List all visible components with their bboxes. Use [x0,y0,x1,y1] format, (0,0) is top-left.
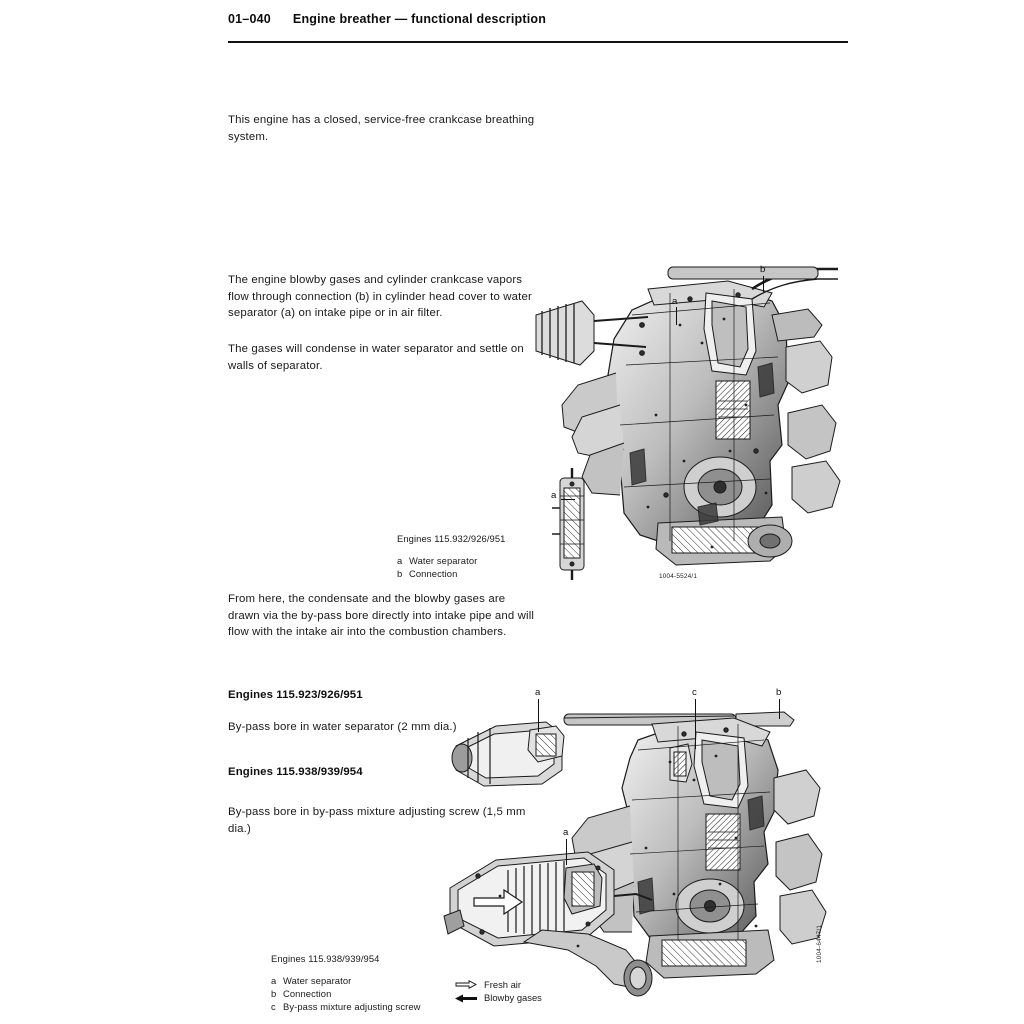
legend-key-c-bottom: c [271,1001,276,1013]
callout-c-bypass-screw: c [692,687,697,698]
figure-top-drawing-code: 1004-5524/1 [659,573,698,580]
outline-arrow-icon [455,980,477,989]
figure-bottom-caption: Engines 115.938/939/954 [271,953,380,964]
legend-text-a-top: Water separator [409,555,478,566]
paragraph-bypass-923: By-pass bore in water separator (2 mm dia.) [228,721,457,733]
figure-bottom-legend [271,974,421,1014]
legend-key-a-top: a [397,555,403,566]
callout-a-bottom-filter: a [563,827,569,838]
leader-line-a-bottom-filter [566,839,567,865]
heading-engines-923: Engines 115.923/926/951 [228,689,363,701]
engine-cutaway-bottom-illustration [438,700,838,1000]
figure-engine-cutaway-bottom [438,700,838,1000]
legend-row-a-top [397,554,477,567]
callout-a-bottom-intake: a [535,687,541,698]
flow-legend-row-fresh-air [455,978,542,991]
paragraph-gas-flow: The engine blowby gases and cylinder crankcase vapors flow through connection (b) in cylinder head cover to water separator (a) on intake pipe or in air filter. [228,274,532,320]
leader-line-b-bottom-connection [779,699,780,719]
paragraph-from-here: From here, the condensate and the blowby gases are drawn via the by-pass bore directly into intake pipe and will flow with the intake air into the combustion chambers. [228,593,535,639]
leader-line-a-top [676,307,677,325]
solid-arrow-icon [455,994,477,1003]
legend-row-b-top [397,567,477,580]
callout-a-top-engine: a [672,296,678,307]
legend-text-a-bottom: Water separator [283,975,352,986]
leader-line-a-separator [561,499,575,500]
leader-line-a-bottom-intake [538,699,539,732]
water-separator-illustration [548,468,596,580]
leader-line-b-top [763,276,764,292]
figure-top-caption: Engines 115.932/926/951 [397,533,506,544]
legend-key-b-top: b [397,568,403,580]
figure-bottom-drawing-code: 1004-6447/1 [816,924,823,963]
legend-row-c-bottom [271,1000,421,1013]
figure-top-legend [397,554,477,580]
leader-line-c-bypass-screw [695,699,696,749]
header-divider [228,41,848,43]
paragraph-condensate: The gases will condense in water separator and settle on walls of separator. [228,343,524,372]
flow-legend [455,978,542,1005]
figure-water-separator-detail [548,468,596,580]
flow-legend-row-blowby [455,991,542,1004]
legend-key-b-bottom: b [271,988,277,1000]
legend-row-b-bottom [271,987,421,1000]
legend-text-c-bottom: By-pass mixture adjusting screw [283,1001,421,1013]
legend-text-b-bottom: Connection [283,988,332,1000]
callout-a-separator: a [551,490,557,501]
section-number: 01–040 [228,12,271,26]
page-header [228,12,848,26]
flow-legend-label-fresh-air: Fresh air [484,979,521,990]
heading-engines-938: Engines 115.938/939/954 [228,766,363,778]
legend-key-a-bottom: a [271,975,277,986]
callout-b-top-engine: b [760,264,766,275]
paragraph-intro: This engine has a closed, service-free crankcase breathing system. [228,114,535,143]
page-title: Engine breather — functional description [292,12,547,26]
legend-text-b-top: Connection [409,568,458,580]
callout-b-bottom-connection: b [776,687,782,698]
paragraph-bypass-938: By-pass bore in by-pass mixture adjusting screw (1,5 mm dia.) [228,806,526,835]
legend-row-a-bottom [271,974,421,987]
flow-legend-label-blowby: Blowby gases [484,992,542,1004]
